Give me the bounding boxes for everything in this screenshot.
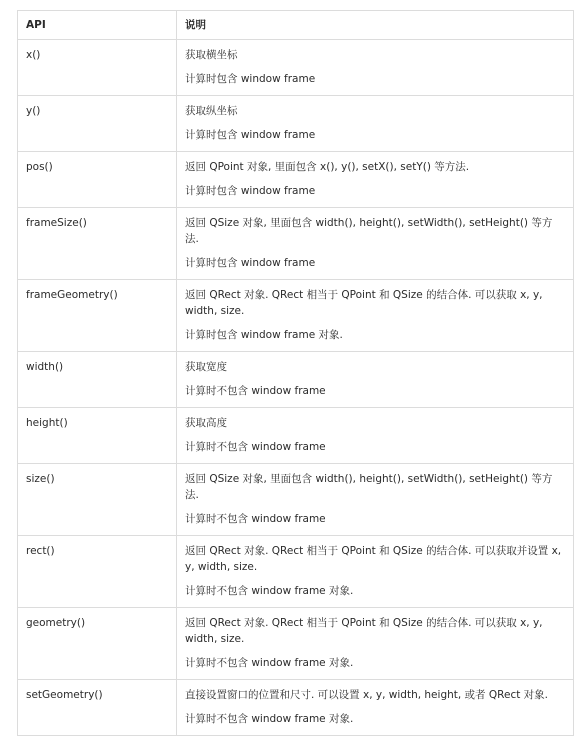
description-note: 计算时不包含 window frame 对象.	[185, 657, 354, 669]
table-row	[18, 208, 574, 280]
api-table	[17, 10, 574, 736]
api-cell: height()	[18, 408, 177, 464]
api-cell: x()	[18, 40, 177, 96]
description-cell	[177, 352, 574, 408]
description-cell	[177, 680, 574, 736]
description-line: 返回 QPoint 对象, 里面包含 x(), y(), setX(), setY() 等方法.	[185, 161, 470, 173]
description-note: 计算时包含 window frame 对象.	[185, 329, 343, 341]
description-note: 计算时包含 window frame	[185, 129, 316, 141]
api-cell: y()	[18, 96, 177, 152]
description-cell	[177, 464, 574, 536]
header-api: API	[18, 11, 177, 40]
description-line: 获取横坐标	[185, 49, 238, 61]
header-description: 说明	[177, 11, 574, 40]
table-header-row	[18, 11, 574, 40]
description-note: 计算时包含 window frame	[185, 257, 316, 269]
table-row	[18, 408, 574, 464]
description-cell	[177, 40, 574, 96]
description-note: 计算时不包含 window frame	[185, 441, 326, 453]
table-row	[18, 152, 574, 208]
description-note: 计算时包含 window frame	[185, 73, 316, 85]
api-cell: setGeometry()	[18, 680, 177, 736]
description-cell	[177, 208, 574, 280]
table-row	[18, 464, 574, 536]
table-row	[18, 96, 574, 152]
api-table-container	[17, 10, 573, 736]
description-note: 计算时不包含 window frame 对象.	[185, 713, 354, 725]
description-cell	[177, 152, 574, 208]
api-cell: pos()	[18, 152, 177, 208]
description-note: 计算时不包含 window frame	[185, 385, 326, 397]
table-row	[18, 352, 574, 408]
table-row	[18, 280, 574, 352]
api-cell: frameSize()	[18, 208, 177, 280]
api-cell: geometry()	[18, 608, 177, 680]
description-cell	[177, 536, 574, 608]
description-cell	[177, 408, 574, 464]
table-row	[18, 608, 574, 680]
description-line: 返回 QSize 对象, 里面包含 width(), height(), setWidth(), setHeight() 等方法.	[185, 473, 553, 501]
description-line: 返回 QRect 对象. QRect 相当于 QPoint 和 QSize 的结合体. 可以获取 x, y, width, size.	[185, 289, 543, 317]
table-row	[18, 40, 574, 96]
description-note: 计算时不包含 window frame 对象.	[185, 585, 354, 597]
table-body	[18, 40, 574, 736]
description-line: 返回 QRect 对象. QRect 相当于 QPoint 和 QSize 的结合体. 可以获取 x, y, width, size.	[185, 617, 543, 645]
api-cell: rect()	[18, 536, 177, 608]
table-row	[18, 680, 574, 736]
description-cell	[177, 608, 574, 680]
description-line: 返回 QSize 对象, 里面包含 width(), height(), setWidth(), setHeight() 等方法.	[185, 217, 553, 245]
description-line: 获取高度	[185, 417, 227, 429]
api-cell: frameGeometry()	[18, 280, 177, 352]
description-line: 获取纵坐标	[185, 105, 238, 117]
api-cell: width()	[18, 352, 177, 408]
description-line: 直接设置窗口的位置和尺寸. 可以设置 x, y, width, height, 或者 QRect 对象.	[185, 689, 549, 701]
description-note: 计算时包含 window frame	[185, 185, 316, 197]
description-line: 获取宽度	[185, 361, 227, 373]
api-cell: size()	[18, 464, 177, 536]
description-note: 计算时不包含 window frame	[185, 513, 326, 525]
table-row	[18, 536, 574, 608]
description-cell	[177, 280, 574, 352]
description-cell	[177, 96, 574, 152]
description-line: 返回 QRect 对象. QRect 相当于 QPoint 和 QSize 的结合体. 可以获取并设置 x, y, width, size.	[185, 545, 562, 573]
